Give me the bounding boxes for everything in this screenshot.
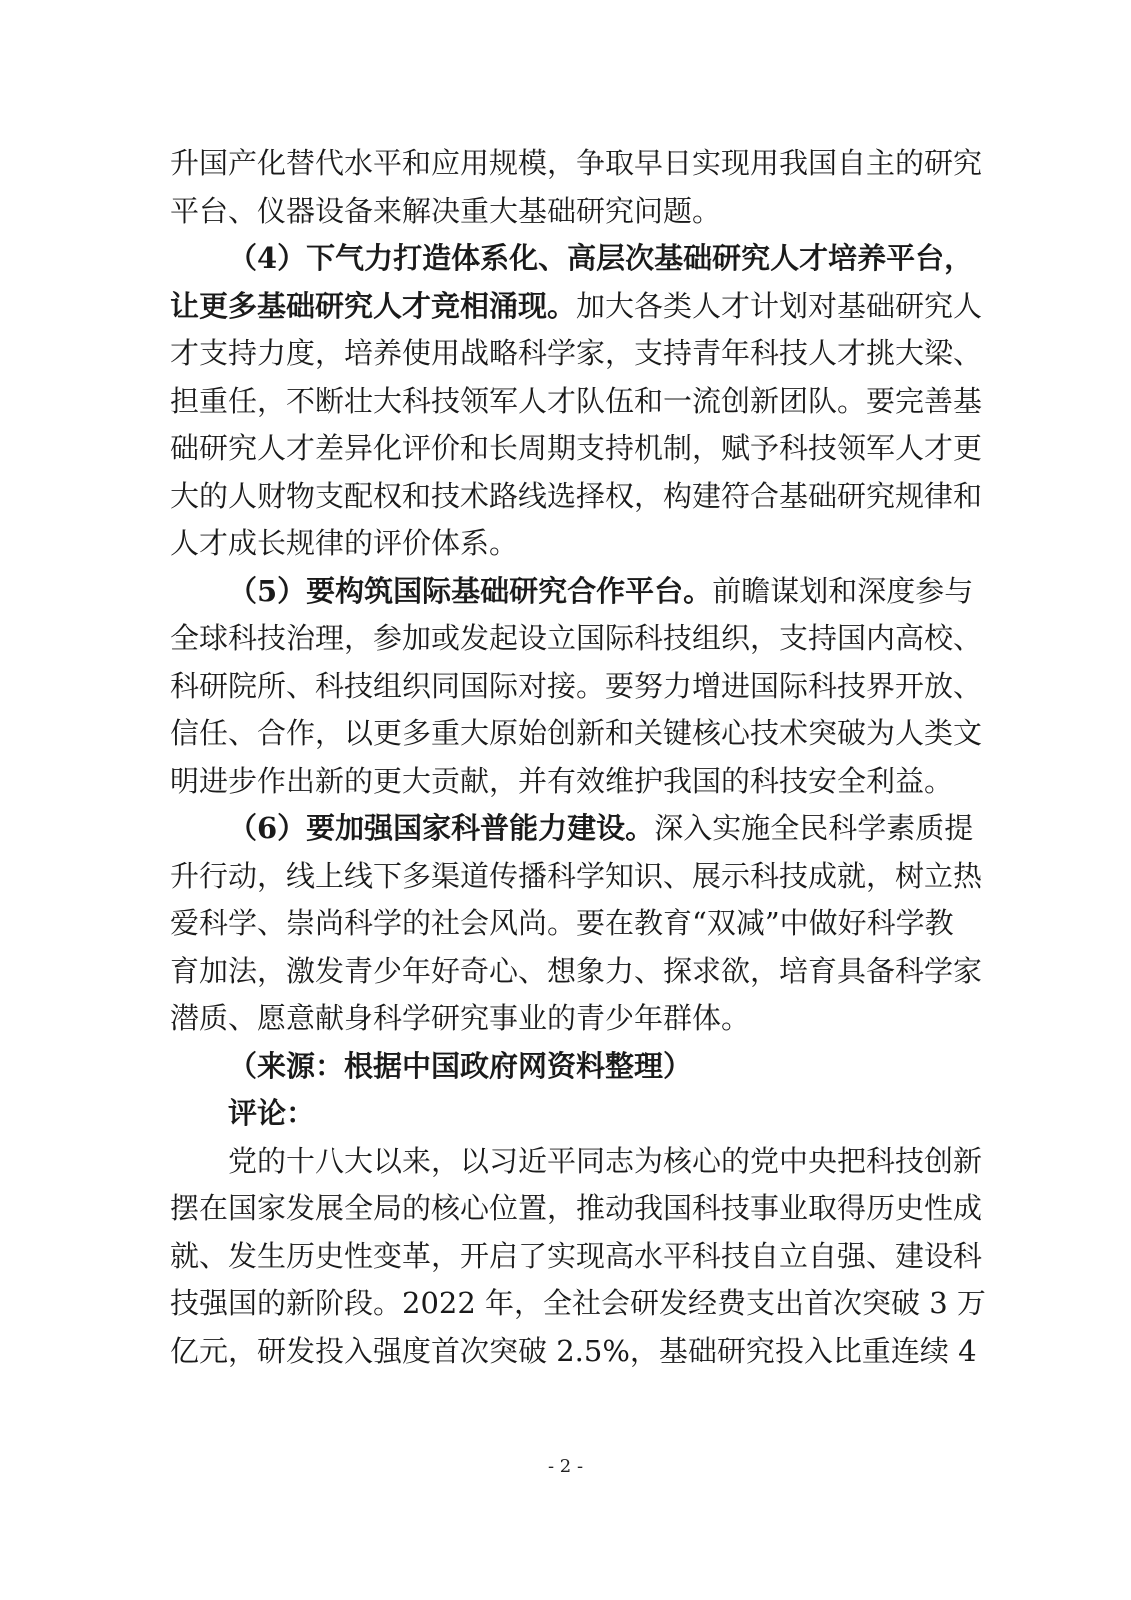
paragraph-4-heading — [170, 235, 974, 283]
text-line: 明进步作出新的更大贡献，并有效维护我国的科技安全利益。 — [170, 763, 954, 798]
text-line: 潜质、愿意献身科学研究事业的青少年群体。 — [170, 1001, 751, 1035]
bold-text: 让更多基础研究人才竞相涌现。 — [170, 288, 577, 323]
text-line: 才支持力度，培养使用战略科学家，支持青年科技人才挑大梁、 — [170, 336, 983, 370]
bold-text: （4）下气力打造体系化、高层次基础研究人才培养平台， — [228, 241, 974, 275]
text-line: 人才成长规律的评价体系。 — [170, 526, 519, 560]
bold-text: （6）要加强国家科普能力建设。 — [228, 811, 655, 845]
text-line: 大的人财物支配权和技术路线选择权，构建符合基础研究规律和 — [170, 478, 983, 513]
text-line: 摆在国家发展全局的核心位置，推动我国科技事业取得历史性成 — [170, 1191, 983, 1225]
text-line: 信任、合作，以更多重大原始创新和关键核心技术突破为人类文 — [170, 716, 983, 750]
bold-text: （5）要构筑国际基础研究合作平台。 — [228, 573, 713, 608]
text-line: 就、发生历史性变革，开启了实现高水平科技自立自强、建设科 — [170, 1238, 983, 1273]
body-text — [170, 140, 986, 1375]
text-line: 升国产化替代水平和应用规模，争取早日实现用我国自主的研究 — [170, 146, 983, 180]
text-line: 爱科学、崇尚科学的社会风尚。要在教育“双减”中做好科学教 — [170, 906, 954, 940]
text-line: 技强国的新阶段。2022 年，全社会研发经费支出首次突破 3 万 — [170, 1286, 986, 1320]
text-line: 础研究人才差异化评价和长周期支持机制，赋予科技领军人才更 — [170, 431, 983, 465]
text-span: 前瞻谋划和深度参与 — [712, 573, 974, 608]
source-note: （来源：根据中国政府网资料整理） — [228, 1048, 693, 1083]
text-span: 加大各类人才计划对基础研究人 — [576, 288, 983, 323]
comment-heading: 评论： — [228, 1096, 316, 1130]
text-line: 担重任，不断壮大科技领军人才队伍和一流创新团队。要完善基 — [170, 383, 983, 418]
paragraph-6-heading — [170, 805, 974, 853]
text-line — [170, 283, 983, 331]
text-line: 科研院所、科技组织同国际对接。要努力增进国际科技界开放、 — [170, 668, 983, 703]
text-line: 育加法，激发青少年好奇心、想象力、探求欲，培育具备科学家 — [170, 953, 983, 988]
text-line: 亿元，研发投入强度首次突破 2.5%，基础研究投入比重连续 4 — [170, 1333, 977, 1368]
text-line: 升行动，线上线下多渠道传播科学知识、展示科技成就，树立热 — [170, 858, 983, 893]
page-number: - 2 - — [547, 1456, 584, 1477]
paragraph-5-heading — [170, 568, 974, 616]
text-line: 全球科技治理，参加或发起设立国际科技组织，支持国内高校、 — [170, 621, 983, 655]
text-span: 深入实施全民科学素质提 — [654, 811, 974, 845]
text-line: 平台、仪器设备来解决重大基础研究问题。 — [170, 193, 722, 228]
text-line: 党的十八大以来，以习近平同志为核心的党中央把科技创新 — [228, 1143, 983, 1178]
